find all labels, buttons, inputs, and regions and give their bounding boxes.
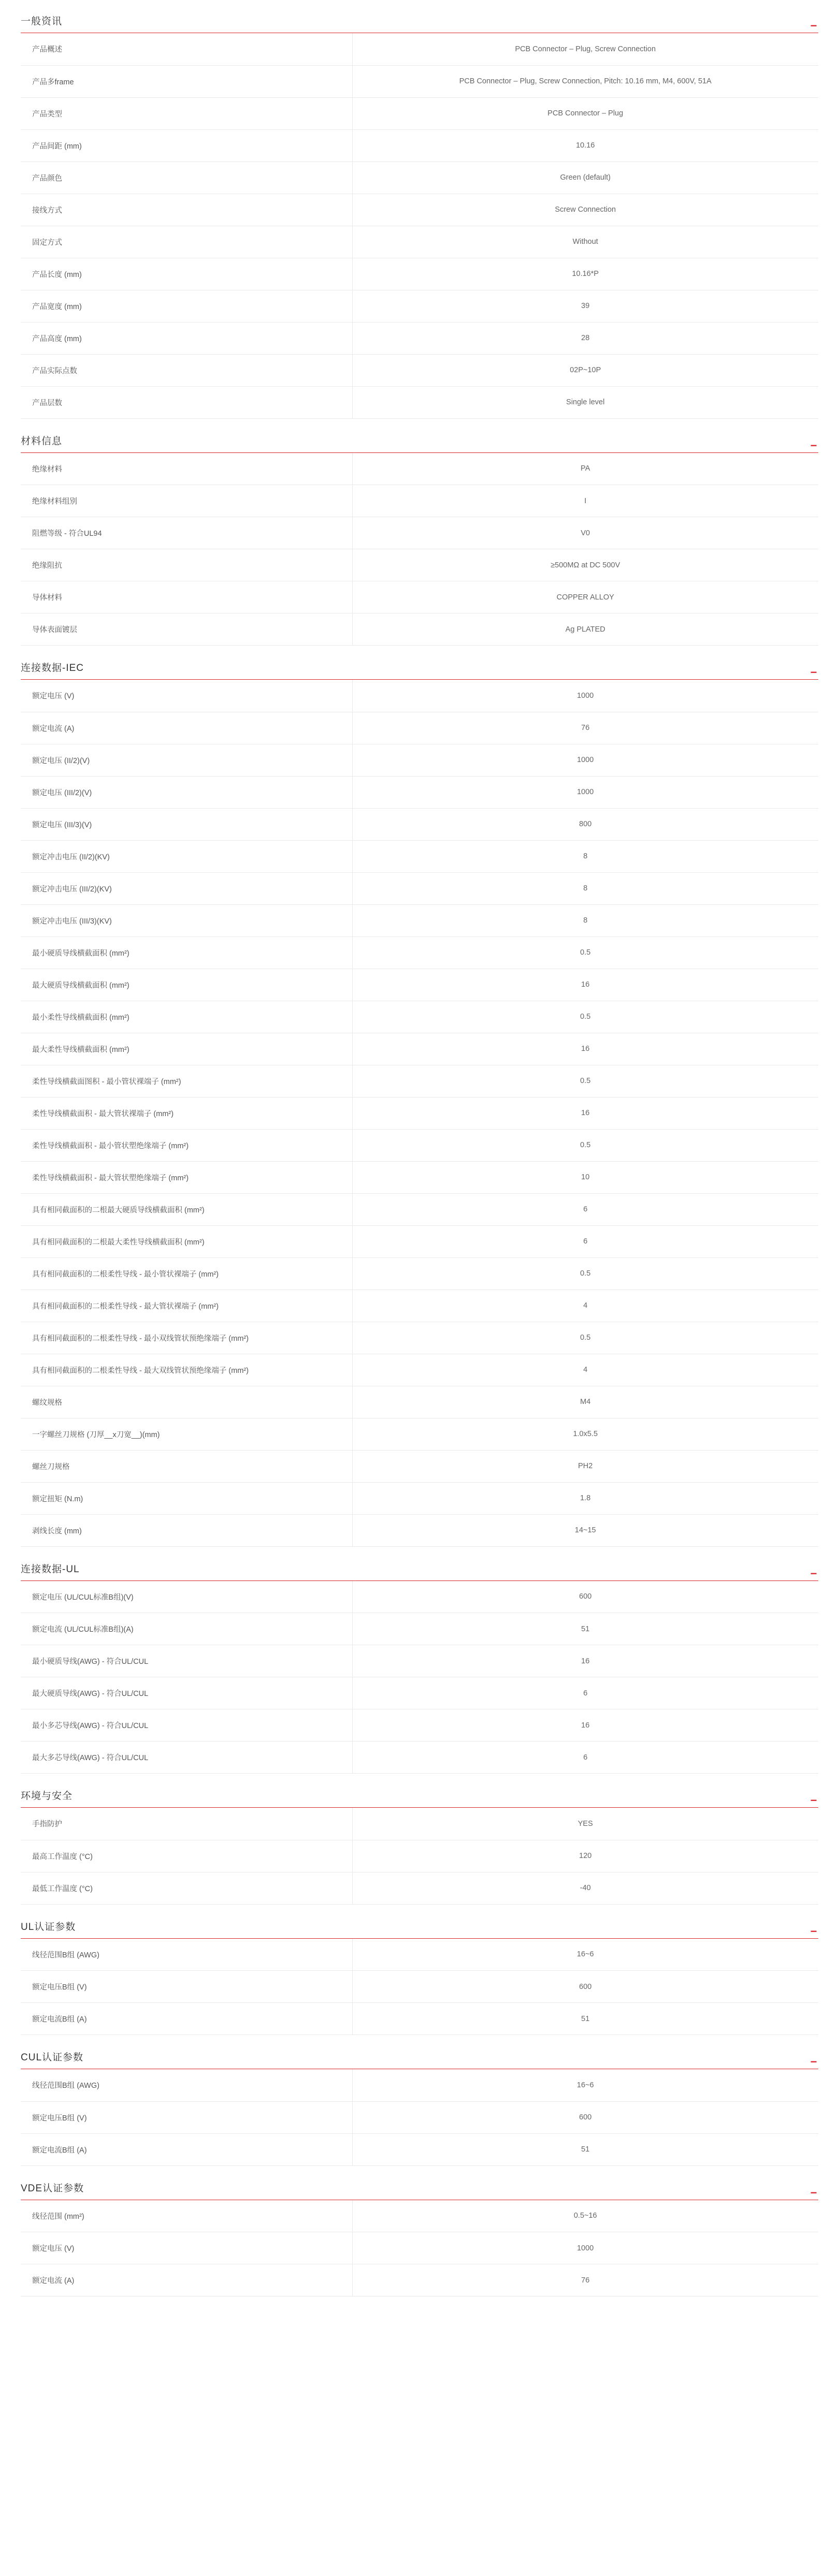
minus-icon[interactable]: −	[810, 1567, 817, 1580]
minus-icon[interactable]: −	[810, 2055, 817, 2068]
spec-section-vde-cert	[0, 2166, 839, 2297]
spec-value: M4	[352, 1386, 818, 1418]
spec-label: 额定扭矩 (N.m)	[21, 1482, 352, 1514]
table-row	[21, 969, 818, 1001]
spec-value: 14~15	[352, 1514, 818, 1546]
spec-value: 16	[352, 1097, 818, 1129]
section-title: VDE认证参数	[21, 2183, 84, 2194]
spec-value: 0.5	[352, 1257, 818, 1290]
section-header-vde-cert	[21, 2166, 818, 2200]
section-title: 材料信息	[21, 435, 63, 447]
table-row	[21, 1225, 818, 1257]
spec-label: 最大柔性导线横截面积 (mm²)	[21, 1033, 352, 1065]
spec-value: 16~6	[352, 2069, 818, 2101]
table-row	[21, 840, 818, 872]
spec-value: Single level	[352, 386, 818, 418]
spec-value: 8	[352, 840, 818, 872]
spec-value: PA	[352, 453, 818, 485]
spec-value: 6	[352, 1225, 818, 1257]
spec-value: PCB Connector – Plug, Screw Connection	[352, 33, 818, 65]
section-header-material	[21, 419, 818, 453]
section-header-general	[21, 0, 818, 33]
spec-label: 额定电流 (A)	[21, 712, 352, 744]
spec-table-env	[21, 1808, 818, 1905]
spec-label: 产品类型	[21, 97, 352, 129]
spec-label: 额定冲击电压 (III/2)(KV)	[21, 872, 352, 904]
spec-value: 16~6	[352, 1939, 818, 1971]
table-row	[21, 162, 818, 194]
table-row	[21, 129, 818, 162]
table-row	[21, 194, 818, 226]
minus-icon[interactable]: −	[810, 666, 817, 679]
section-title: 一般资讯	[21, 16, 63, 27]
spec-value: 0.5~16	[352, 2200, 818, 2232]
table-row	[21, 1001, 818, 1033]
spec-value: 600	[352, 1971, 818, 2003]
spec-label: 线径范围B组 (AWG)	[21, 1939, 352, 1971]
table-row	[21, 1097, 818, 1129]
table-row	[21, 613, 818, 646]
table-row	[21, 1033, 818, 1065]
spec-value: 1000	[352, 776, 818, 808]
spec-value: 0.5	[352, 1129, 818, 1161]
table-row	[21, 549, 818, 581]
table-row	[21, 1193, 818, 1225]
spec-label: 产品实际点数	[21, 354, 352, 386]
table-row	[21, 1939, 818, 1971]
spec-value: 02P~10P	[352, 354, 818, 386]
spec-section-ul-cert	[0, 1905, 839, 2036]
spec-label: 额定电压 (II/2)(V)	[21, 744, 352, 776]
table-row	[21, 1808, 818, 1840]
spec-section-ul	[0, 1547, 839, 1774]
spec-label: 导体材料	[21, 581, 352, 613]
spec-label: 产品多frame	[21, 65, 352, 97]
spec-label: 额定电压 (V)	[21, 2232, 352, 2264]
spec-label: 具有相同截面积的二根柔性导线 - 最小双线管状预绝缘端子 (mm²)	[21, 1322, 352, 1354]
table-row	[21, 776, 818, 808]
spec-table-iec	[21, 680, 818, 1547]
spec-value: 16	[352, 969, 818, 1001]
spec-label: 最大硬质导线(AWG) - 符合UL/CUL	[21, 1677, 352, 1709]
section-title: UL认证参数	[21, 1921, 76, 1933]
spec-label: 产品高度 (mm)	[21, 322, 352, 354]
spec-label: 产品颜色	[21, 162, 352, 194]
table-row	[21, 290, 818, 322]
spec-value: PCB Connector – Plug, Screw Connection, Pitch: 10.16 mm, M4, 600V, 51A	[352, 65, 818, 97]
spec-value: 28	[352, 322, 818, 354]
spec-table-cul-cert	[21, 2069, 818, 2166]
spec-value: 6	[352, 1677, 818, 1709]
table-row	[21, 1386, 818, 1418]
section-title: CUL认证参数	[21, 2052, 84, 2063]
spec-label: 额定冲击电压 (III/3)(KV)	[21, 904, 352, 936]
spec-value: 1.8	[352, 1482, 818, 1514]
table-row	[21, 1709, 818, 1741]
spec-label: 绝缘阻抗	[21, 549, 352, 581]
spec-value: 1000	[352, 744, 818, 776]
table-row	[21, 2069, 818, 2101]
section-header-ul-cert	[21, 1905, 818, 1939]
table-row	[21, 744, 818, 776]
table-row	[21, 386, 818, 418]
table-row	[21, 2003, 818, 2035]
table-row	[21, 65, 818, 97]
spec-value: 10	[352, 1161, 818, 1193]
table-row	[21, 2264, 818, 2296]
spec-label: 最小柔性导线横截面积 (mm²)	[21, 1001, 352, 1033]
spec-label: 导体表面镀层	[21, 613, 352, 646]
section-header-ul	[21, 1547, 818, 1581]
spec-label: 最小硬质导线横截面积 (mm²)	[21, 936, 352, 969]
spec-label: 产品间距 (mm)	[21, 129, 352, 162]
table-row	[21, 1418, 818, 1450]
spec-label: 产品层数	[21, 386, 352, 418]
table-row	[21, 1161, 818, 1193]
spec-value: 39	[352, 290, 818, 322]
spec-value: Green (default)	[352, 162, 818, 194]
spec-value: 16	[352, 1645, 818, 1677]
table-row	[21, 453, 818, 485]
spec-value: I	[352, 485, 818, 517]
table-row	[21, 1450, 818, 1482]
spec-value: 51	[352, 2133, 818, 2165]
spec-value: 16	[352, 1709, 818, 1741]
table-row	[21, 2232, 818, 2264]
spec-value: 8	[352, 872, 818, 904]
spec-table-ul	[21, 1581, 818, 1774]
minus-icon[interactable]: −	[810, 19, 817, 32]
spec-value: ≥500MΩ at DC 500V	[352, 549, 818, 581]
spec-value: 51	[352, 2003, 818, 2035]
spec-value: 6	[352, 1741, 818, 1774]
spec-section-env	[0, 1774, 839, 1905]
spec-label: 额定电压 (III/2)(V)	[21, 776, 352, 808]
spec-value: 16	[352, 1033, 818, 1065]
spec-label: 最大硬质导线横截面积 (mm²)	[21, 969, 352, 1001]
spec-label: 产品宽度 (mm)	[21, 290, 352, 322]
spec-value: Without	[352, 226, 818, 258]
spec-label: 绝缘材料	[21, 453, 352, 485]
spec-label: 柔性导线横截面积 - 最大管状裸端子 (mm²)	[21, 1097, 352, 1129]
spec-value: 1.0x5.5	[352, 1418, 818, 1450]
spec-label: 剥线长度 (mm)	[21, 1514, 352, 1546]
spec-label: 固定方式	[21, 226, 352, 258]
spec-section-cul-cert	[0, 2035, 839, 2166]
table-row	[21, 1677, 818, 1709]
minus-icon[interactable]: −	[810, 438, 817, 452]
spec-label: 额定电压B组 (V)	[21, 1971, 352, 2003]
spec-label: 柔性导线横截面积 - 最大管状塑绝缘端子 (mm²)	[21, 1161, 352, 1193]
table-row	[21, 258, 818, 290]
spec-value: 600	[352, 2101, 818, 2133]
spec-label: 具有相同截面积的二根最大柔性导线横截面积 (mm²)	[21, 1225, 352, 1257]
table-row	[21, 680, 818, 712]
table-row	[21, 1129, 818, 1161]
table-row	[21, 2200, 818, 2232]
spec-label: 额定冲击电压 (II/2)(KV)	[21, 840, 352, 872]
spec-value: PH2	[352, 1450, 818, 1482]
table-row	[21, 904, 818, 936]
spec-section-iec	[0, 646, 839, 1547]
spec-label: 额定电压 (UL/CUL标准B组)(V)	[21, 1581, 352, 1613]
spec-label: 绝缘材料组别	[21, 485, 352, 517]
table-row	[21, 808, 818, 840]
spec-label: 阻燃等级 - 符合UL94	[21, 517, 352, 549]
spec-label: 额定电压 (V)	[21, 680, 352, 712]
spec-value: 1000	[352, 680, 818, 712]
spec-table-material	[21, 453, 818, 646]
spec-label: 线径范围B组 (AWG)	[21, 2069, 352, 2101]
table-row	[21, 712, 818, 744]
spec-section-material	[0, 419, 839, 646]
spec-label: 最大多芯导线(AWG) - 符合UL/CUL	[21, 1741, 352, 1774]
spec-value: 800	[352, 808, 818, 840]
section-header-env	[21, 1774, 818, 1808]
spec-label: 柔性导线横截面图积 - 最小管状裸端子 (mm²)	[21, 1065, 352, 1097]
section-header-cul-cert	[21, 2035, 818, 2069]
table-row	[21, 322, 818, 354]
table-row	[21, 1613, 818, 1645]
table-row	[21, 581, 818, 613]
table-row	[21, 226, 818, 258]
spec-value: 0.5	[352, 936, 818, 969]
spec-value: V0	[352, 517, 818, 549]
spec-label: 螺丝刀规格	[21, 1450, 352, 1482]
spec-label: 一字螺丝刀规格 (刀厚__x刀宽__)(mm)	[21, 1418, 352, 1450]
table-row	[21, 33, 818, 65]
table-row	[21, 1290, 818, 1322]
spec-value: COPPER ALLOY	[352, 581, 818, 613]
spec-label: 额定电流B组 (A)	[21, 2003, 352, 2035]
spec-value: 10.16*P	[352, 258, 818, 290]
table-row	[21, 1514, 818, 1546]
spec-label: 额定电流B组 (A)	[21, 2133, 352, 2165]
table-row	[21, 1840, 818, 1872]
spec-value: 51	[352, 1613, 818, 1645]
table-row	[21, 97, 818, 129]
table-row	[21, 1322, 818, 1354]
spec-label: 手指防护	[21, 1808, 352, 1840]
spec-label: 具有相同截面积的二根柔性导线 - 最小管状裸端子 (mm²)	[21, 1257, 352, 1290]
table-row	[21, 1645, 818, 1677]
table-row	[21, 1741, 818, 1774]
spec-value: PCB Connector – Plug	[352, 97, 818, 129]
section-title: 环境与安全	[21, 1791, 73, 1802]
spec-value: 10.16	[352, 129, 818, 162]
table-row	[21, 2133, 818, 2165]
spec-value: 0.5	[352, 1065, 818, 1097]
spec-value: 4	[352, 1354, 818, 1386]
spec-section-general	[0, 0, 839, 419]
minus-icon[interactable]: −	[810, 1794, 817, 1807]
spec-value: 4	[352, 1290, 818, 1322]
spec-label: 具有相同截面积的二根柔性导线 - 最大管状裸端子 (mm²)	[21, 1290, 352, 1322]
spec-value: YES	[352, 1808, 818, 1840]
spec-label: 最小多芯导线(AWG) - 符合UL/CUL	[21, 1709, 352, 1741]
table-row	[21, 1581, 818, 1613]
table-row	[21, 1482, 818, 1514]
spec-value: 6	[352, 1193, 818, 1225]
spec-label: 额定电压B组 (V)	[21, 2101, 352, 2133]
spec-value: 0.5	[352, 1001, 818, 1033]
table-row	[21, 1971, 818, 2003]
table-row	[21, 517, 818, 549]
spec-label: 额定电流 (UL/CUL标准B组)(A)	[21, 1613, 352, 1645]
spec-value: Ag PLATED	[352, 613, 818, 646]
spec-table-general	[21, 33, 818, 419]
spec-label: 螺纹规格	[21, 1386, 352, 1418]
spec-value: 8	[352, 904, 818, 936]
table-row	[21, 2101, 818, 2133]
minus-icon[interactable]: −	[810, 1924, 817, 1938]
spec-value: 600	[352, 1581, 818, 1613]
section-title: 连接数据-UL	[21, 1563, 80, 1575]
spec-value: -40	[352, 1872, 818, 1904]
table-row	[21, 1872, 818, 1904]
spec-table-vde-cert	[21, 2200, 818, 2297]
table-row	[21, 936, 818, 969]
spec-label: 最高工作温度 (°C)	[21, 1840, 352, 1872]
table-row	[21, 485, 818, 517]
spec-label: 最低工作温度 (°C)	[21, 1872, 352, 1904]
spec-label: 产品概述	[21, 33, 352, 65]
spec-label: 产品长度 (mm)	[21, 258, 352, 290]
spec-label: 最小硬质导线(AWG) - 符合UL/CUL	[21, 1645, 352, 1677]
spec-value: 120	[352, 1840, 818, 1872]
minus-icon[interactable]: −	[810, 2186, 817, 2199]
spec-value: 76	[352, 712, 818, 744]
spec-table-ul-cert	[21, 1939, 818, 2036]
spec-value: 76	[352, 2264, 818, 2296]
spec-value: 1000	[352, 2232, 818, 2264]
spec-label: 接线方式	[21, 194, 352, 226]
table-row	[21, 1257, 818, 1290]
section-title: 连接数据-IEC	[21, 663, 84, 674]
spec-value: Screw Connection	[352, 194, 818, 226]
spec-label: 线径范围 (mm²)	[21, 2200, 352, 2232]
spec-label: 具有相同截面积的二根柔性导线 - 最大双线管状预绝缘端子 (mm²)	[21, 1354, 352, 1386]
table-row	[21, 872, 818, 904]
table-row	[21, 1354, 818, 1386]
table-row	[21, 1065, 818, 1097]
spec-value: 0.5	[352, 1322, 818, 1354]
section-header-iec	[21, 646, 818, 680]
table-row	[21, 354, 818, 386]
spec-label: 额定电流 (A)	[21, 2264, 352, 2296]
spec-label: 柔性导线横截面积 - 最小管状塑绝缘端子 (mm²)	[21, 1129, 352, 1161]
spec-label: 额定电压 (III/3)(V)	[21, 808, 352, 840]
spec-label: 具有相同截面积的二根最大硬质导线横截面积 (mm²)	[21, 1193, 352, 1225]
